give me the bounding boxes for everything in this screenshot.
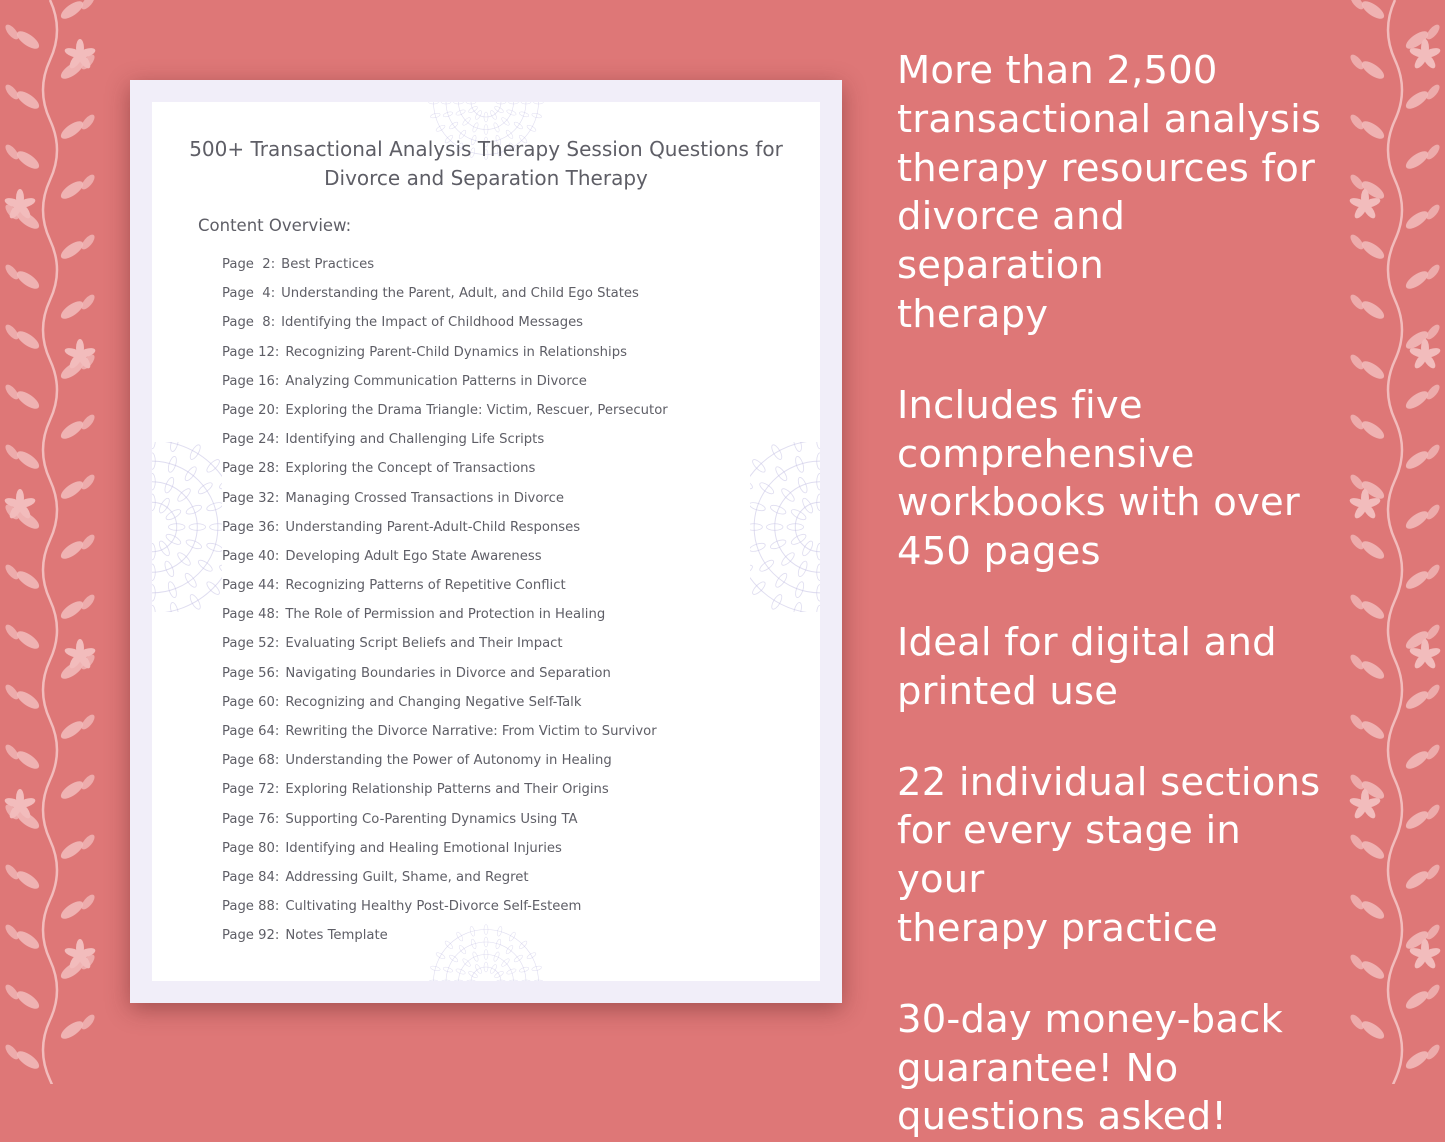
- toc-page-number: Page 52:: [222, 636, 280, 652]
- toc-page-number: Page 24:: [222, 432, 280, 448]
- toc-item: [222, 834, 668, 863]
- feature-item: 22 individual sections for every stage in your therapy practice: [897, 759, 1321, 951]
- toc-page-number: Page 8:: [222, 315, 276, 331]
- toc-section-title: Addressing Guilt, Shame, and Regret: [285, 869, 529, 885]
- toc-section-title: Recognizing Parent-Child Dynamics in Relationships: [285, 344, 627, 360]
- toc-section-title: The Role of Permission and Protection in Healing: [285, 607, 606, 623]
- toc-section-title: Understanding Parent-Adult-Child Responses: [285, 519, 581, 535]
- mandala-watermark-right: [750, 442, 820, 612]
- toc-item: [222, 805, 668, 834]
- toc-section-title: Identifying and Healing Emotional Injuries: [285, 840, 562, 856]
- toc-section-title: Exploring Relationship Patterns and Their Origins: [285, 782, 609, 798]
- toc-page-number: Page 88:: [222, 899, 280, 915]
- toc-item: [222, 396, 668, 425]
- mandala-watermark-left: [152, 442, 222, 612]
- toc-section-title: Best Practices: [281, 257, 375, 272]
- toc-section-title: Rewriting the Divorce Narrative: From Victim to Survivor: [285, 724, 657, 739]
- feature-item: 30-day money-back guarantee! No questions asked!: [897, 996, 1283, 1140]
- toc-item: [222, 425, 668, 454]
- toc-page-number: Page 56:: [222, 665, 280, 681]
- toc-item: [222, 921, 668, 950]
- document-preview: [130, 80, 842, 1003]
- toc-page-number: Page 20:: [222, 402, 280, 418]
- toc-section-title: Recognizing and Changing Negative Self-Talk: [285, 694, 582, 710]
- toc-section-title: Evaluating Script Beliefs and Their Impact: [285, 636, 563, 652]
- content-overview-heading: Content Overview:: [198, 216, 352, 235]
- toc-item: [222, 717, 668, 746]
- toc-page-number: Page 36:: [222, 519, 280, 535]
- toc-item: [222, 338, 668, 367]
- toc-page-number: Page 84:: [222, 869, 280, 885]
- toc-item: [222, 367, 668, 396]
- toc-page-number: Page 72:: [222, 782, 280, 798]
- toc-section-title: Navigating Boundaries in Divorce and Separation: [285, 665, 611, 681]
- feature-list: [897, 47, 1337, 1142]
- toc-section-title: Understanding the Power of Autonomy in Healing: [285, 753, 612, 769]
- floral-vine-left: [0, 0, 100, 1084]
- toc-item: [222, 688, 668, 717]
- document-title: 500+ Transactional Analysis Therapy Session Questions for Divorce and Separation Therapy: [189, 137, 783, 190]
- toc-item: [222, 308, 668, 337]
- toc-page-number: Page 64:: [222, 724, 280, 739]
- toc-section-title: Developing Adult Ego State Awareness: [285, 548, 542, 564]
- toc-page-number: Page 44:: [222, 578, 280, 594]
- toc-item: [222, 279, 668, 308]
- toc-page-number: Page 92:: [222, 928, 280, 944]
- toc-page-number: Page 60:: [222, 694, 280, 710]
- feature-item: More than 2,500 transactional analysis therapy resources for divorce and separation therapy: [897, 48, 1322, 337]
- floral-vine-right: [1345, 0, 1445, 1084]
- toc-section-title: Exploring the Drama Triangle: Victim, Rescuer, Persecutor: [285, 402, 668, 418]
- toc-section-title: Analyzing Communication Patterns in Divorce: [285, 373, 587, 389]
- toc-item: [222, 863, 668, 892]
- toc-section-title: Supporting Co-Parenting Dynamics Using TA: [285, 811, 578, 827]
- toc-page-number: Page 48:: [222, 607, 280, 623]
- toc-page-number: Page 4:: [222, 286, 276, 302]
- toc-item: [222, 659, 668, 688]
- toc-page-number: Page 28:: [222, 461, 280, 477]
- toc-page-number: Page 2:: [222, 257, 276, 272]
- toc-item: [222, 571, 668, 600]
- toc-item: [222, 629, 668, 658]
- toc-item: [222, 513, 668, 542]
- toc-section-title: Managing Crossed Transactions in Divorce: [285, 490, 564, 506]
- toc-page-number: Page 68:: [222, 753, 280, 769]
- toc-page-number: Page 76:: [222, 811, 280, 827]
- toc-page-number: Page 32:: [222, 490, 280, 506]
- feature-item: Ideal for digital and printed use: [897, 619, 1277, 714]
- toc-section-title: Understanding the Parent, Adult, and Child Ego States: [281, 286, 639, 302]
- table-of-contents: [222, 250, 668, 951]
- toc-item: [222, 454, 668, 483]
- toc-page-number: Page 40:: [222, 548, 280, 564]
- feature-item: Includes five comprehensive workbooks with over 450 pages: [897, 382, 1300, 575]
- toc-section-title: Identifying the Impact of Childhood Messages: [281, 315, 584, 331]
- toc-page-number: Page 12:: [222, 344, 280, 360]
- toc-section-title: Exploring the Concept of Transactions: [285, 461, 536, 477]
- toc-item: [222, 775, 668, 804]
- toc-section-title: Recognizing Patterns of Repetitive Conflict: [285, 578, 566, 594]
- toc-section-title: Identifying and Challenging Life Scripts: [285, 432, 545, 448]
- toc-item: [222, 600, 668, 629]
- toc-page-number: Page 80:: [222, 840, 280, 856]
- toc-page-number: Page 16:: [222, 373, 280, 389]
- toc-item: [222, 892, 668, 921]
- toc-item: [222, 484, 668, 513]
- toc-section-title: Cultivating Healthy Post-Divorce Self-Esteem: [285, 899, 582, 915]
- toc-item: [222, 250, 668, 279]
- toc-item: [222, 746, 668, 775]
- document-page: [152, 102, 820, 981]
- toc-item: [222, 542, 668, 571]
- toc-section-title: Notes Template: [285, 928, 388, 944]
